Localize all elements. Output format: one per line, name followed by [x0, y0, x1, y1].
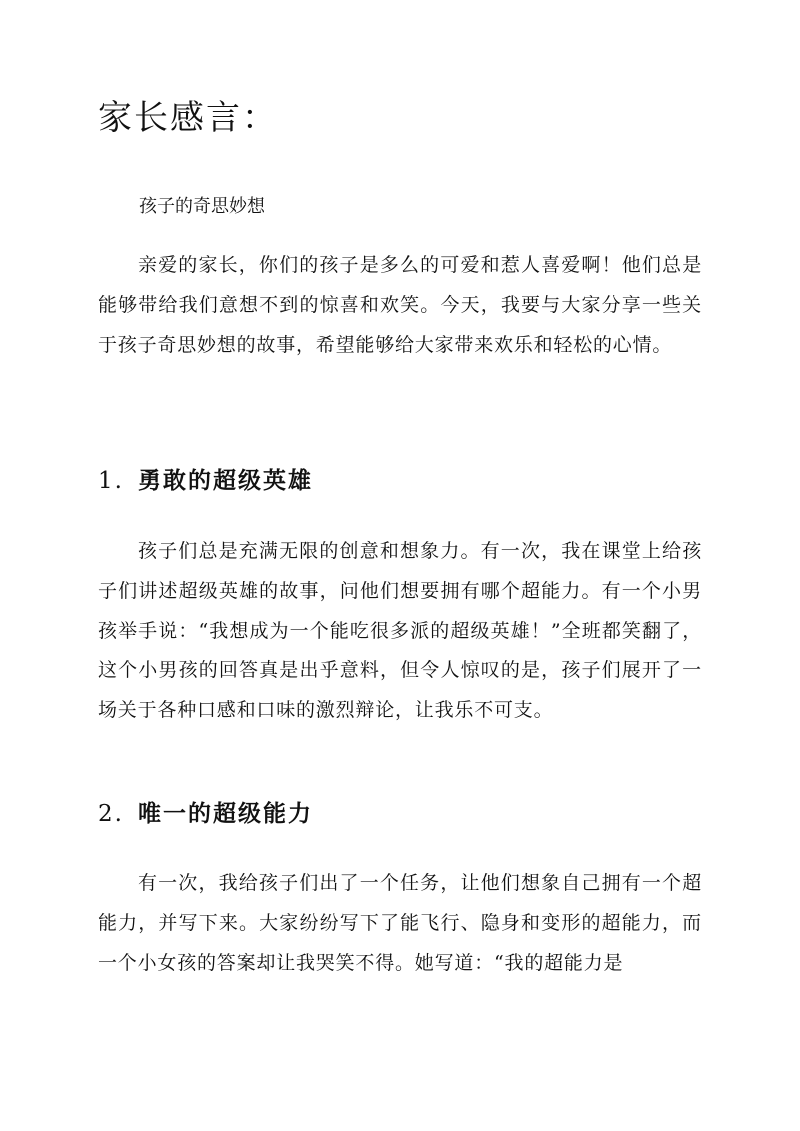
- section-paragraph-2: 有一次，我给孩子们出了一个任务，让他们想象自己拥有一个超能力，并写下来。大家纷纷写下了能飞行、隐身和变形的超能力，而一个小女孩的答案却让我哭笑不得。她写道：“我的超能力是: [98, 872, 702, 974]
- section-heading-text-2: 唯一的超级能力: [138, 800, 313, 827]
- section-number-2: 2.: [98, 801, 124, 827]
- section-heading-2: [98, 795, 313, 833]
- intro-paragraph: 亲爱的家长，你们的孩子是多么的可爱和惹人喜爱啊！他们总是能够带给我们意想不到的惊喜和欢笑。今天，我要与大家分享一些关于孩子奇思妙想的故事，希望能够给大家带来欢乐和轻松的心情。: [98, 254, 702, 356]
- section-paragraph-1: 孩子们总是充满无限的创意和想象力。有一次，我在课堂上给孩子们讲述超级英雄的故事，问他们想要拥有哪个超能力。有一个小男孩举手说：“我想成为一个能吃很多派的超级英雄！”全班都笑翻了，这个小男孩的回答真是出乎意料，但令人惊叹的是，孩子们展开了一场关于各种口感和口味的激烈辩论，让我乐不可支。: [98, 540, 702, 722]
- section-heading-text-1: 勇敢的超级英雄: [138, 467, 313, 494]
- document-subtitle: 孩子的奇思妙想: [139, 196, 265, 217]
- section-number-1: 1.: [98, 468, 124, 494]
- section-heading-1: [98, 462, 313, 500]
- document-title: 家长感言：: [98, 98, 278, 138]
